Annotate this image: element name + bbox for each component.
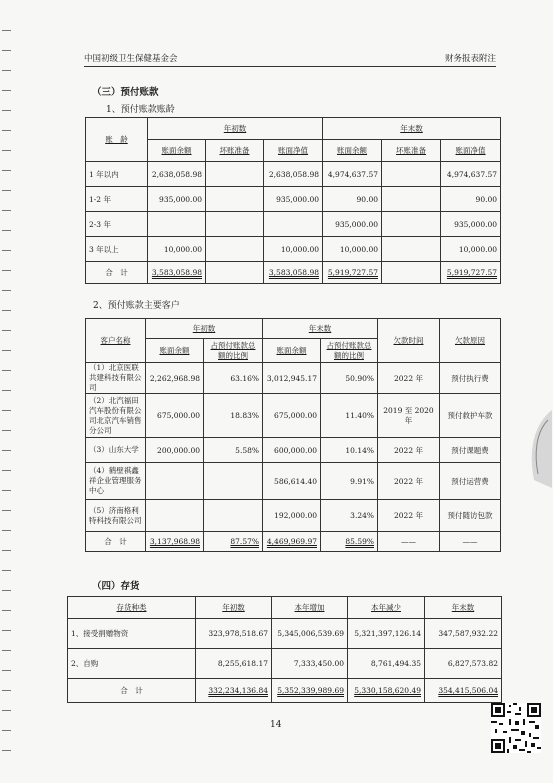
subsection-title-aging: 1、预付账款账龄 <box>106 105 175 115</box>
cell: 2,262,968.98 <box>146 363 204 394</box>
cell: 10,000.00 <box>441 237 501 262</box>
cell <box>382 262 441 284</box>
total-label: 合 计 <box>68 679 196 703</box>
cell: 5,352,339,989.69 <box>272 679 348 703</box>
col-age: 账 龄 <box>86 118 148 162</box>
cell: 5,345,006,539.69 <box>272 619 348 649</box>
col-header: 账面余额 <box>148 140 206 162</box>
cell: 935,000.00 <box>323 212 382 237</box>
cell <box>206 237 264 262</box>
cell: 90.00 <box>323 187 382 212</box>
cell: 347,587,932.22 <box>425 619 502 649</box>
cell: 10,000.00 <box>264 237 323 262</box>
cell: 2,638,058.98 <box>264 162 323 187</box>
cell <box>264 212 323 237</box>
cell: 5,919,727.57 <box>323 262 382 284</box>
client-name: （1）北京医联共建科技有限公司 <box>86 363 146 394</box>
col-header: 占预付账款总额的比例 <box>321 339 378 363</box>
cell <box>204 463 263 500</box>
table-row <box>86 500 501 532</box>
table-row <box>86 394 501 438</box>
cell <box>382 237 441 262</box>
header-org: 中国初级卫生保健基金会 <box>84 54 178 64</box>
cell: 935,000.00 <box>264 187 323 212</box>
col-header: 账面余额 <box>263 339 321 363</box>
col-header: 年末数 <box>425 597 502 619</box>
cell: —— <box>440 532 501 552</box>
col-header: 占预付账款总额的比例 <box>204 339 263 363</box>
cell: 2,638,058.98 <box>148 162 206 187</box>
cell: 3,137,968.98 <box>146 532 204 552</box>
cell: 预付执行费 <box>440 363 501 394</box>
cell: 50.90% <box>321 363 378 394</box>
cell <box>146 463 204 500</box>
cell: 63.16% <box>204 363 263 394</box>
cell: 3.24% <box>321 500 378 532</box>
cell: 8,761,494.35 <box>348 649 425 679</box>
client-name: （4）鹤壁祺鑫祥企业管理服务中心 <box>86 463 146 500</box>
cell: 85.59% <box>321 532 378 552</box>
cell: 3,583,058.98 <box>148 262 206 284</box>
cell: 10,000.00 <box>148 237 206 262</box>
client-name: （5）济南格利特科技有限公司 <box>86 500 146 532</box>
cell: 11.40% <box>321 394 378 438</box>
table-row <box>86 438 501 463</box>
cell: 935,000.00 <box>148 187 206 212</box>
col-client-name: 客户名称 <box>86 319 146 363</box>
qr-code <box>491 703 541 753</box>
cell: 5,321,397,126.14 <box>348 619 425 649</box>
cell: 600,000.00 <box>263 438 321 463</box>
cell: 预付运营费 <box>440 463 501 500</box>
table-row <box>86 162 501 187</box>
cell: 3,583,058.98 <box>264 262 323 284</box>
col-header: 账面净值 <box>441 140 501 162</box>
aging-table <box>85 117 501 284</box>
clients-table <box>85 318 501 552</box>
col-header: 坏账准备 <box>382 140 441 162</box>
cell <box>146 500 204 532</box>
cell: 预付课题费 <box>440 438 501 463</box>
cell: 2022 年 <box>378 363 440 394</box>
total-label: 合 计 <box>86 532 146 552</box>
table-row <box>86 237 501 262</box>
cell: 4,974,637.57 <box>441 162 501 187</box>
cell <box>204 500 263 532</box>
cell: 预付救护车款 <box>440 394 501 438</box>
cell: 2022 年 <box>378 463 440 500</box>
cell: 7,333,450.00 <box>272 649 348 679</box>
col-owing-reason: 欠款原因 <box>440 319 501 363</box>
col-header: 本年增加 <box>272 597 348 619</box>
cell: 2022 年 <box>378 500 440 532</box>
row-label: 3 年以上 <box>86 237 148 262</box>
client-name: （2）北汽福田汽车股份有限公司北京汽车销售分公司 <box>86 394 146 438</box>
row-label: 1-2 年 <box>86 187 148 212</box>
col-header: 账面净值 <box>264 140 323 162</box>
cell <box>148 212 206 237</box>
cell: 18.83% <box>204 394 263 438</box>
cell <box>206 162 264 187</box>
grp-begin: 年初数 <box>148 118 323 140</box>
table-row <box>68 619 502 649</box>
col-header: 年初数 <box>196 597 272 619</box>
cell: 90.00 <box>441 187 501 212</box>
row-label: 2、自购 <box>68 649 196 679</box>
cell: 586,614.40 <box>263 463 321 500</box>
cell: —— <box>378 532 440 552</box>
cell: 5,919,727.57 <box>441 262 501 284</box>
cell: 675,000.00 <box>146 394 204 438</box>
inventory-table <box>67 596 502 703</box>
table-row <box>68 649 502 679</box>
page-header <box>84 50 496 67</box>
cell: 6,827,573.82 <box>425 649 502 679</box>
table-row <box>86 212 501 237</box>
col-header: 坏账准备 <box>206 140 264 162</box>
cell: 332,234,136.84 <box>196 679 272 703</box>
binding-margin-marks <box>2 30 14 770</box>
cell: 935,000.00 <box>441 212 501 237</box>
grp-begin: 年初数 <box>146 319 263 339</box>
subsection-title-clients: 2、预付账款主要客户 <box>93 301 180 311</box>
section-title-inventory: （四）存货 <box>92 581 140 592</box>
cell: 9.91% <box>321 463 378 500</box>
section-title-prepayments: （三）预付账款 <box>92 87 159 98</box>
total-label: 合 计 <box>86 262 148 284</box>
seal-stamp-fragment <box>522 410 552 490</box>
col-header: 本年减少 <box>348 597 425 619</box>
client-name: （3）山东大学 <box>86 438 146 463</box>
row-label: 1、接受捐赠物资 <box>68 619 196 649</box>
grp-end: 年末数 <box>323 118 501 140</box>
cell <box>382 187 441 212</box>
cell: 354,415,506.04 <box>425 679 502 703</box>
cell: 87.57% <box>204 532 263 552</box>
cell: 8,255,618.17 <box>196 649 272 679</box>
table-row <box>86 187 501 212</box>
grp-end: 年末数 <box>263 319 378 339</box>
row-label: 1 年以内 <box>86 162 148 187</box>
cell: 3,012,945.17 <box>263 363 321 394</box>
col-header: 账面余额 <box>146 339 204 363</box>
header-doc-title: 财务报表附注 <box>444 54 496 64</box>
table-row <box>86 363 501 394</box>
cell <box>206 212 264 237</box>
cell: 2022 年 <box>378 438 440 463</box>
total-row <box>86 532 501 552</box>
cell <box>206 187 264 212</box>
cell <box>382 212 441 237</box>
col-owing-time: 欠款时间 <box>378 319 440 363</box>
total-row <box>68 679 502 703</box>
row-label: 2-3 年 <box>86 212 148 237</box>
cell: 4,974,637.57 <box>323 162 382 187</box>
cell <box>206 262 264 284</box>
cell: 675,000.00 <box>263 394 321 438</box>
cell: 2019 至 2020 年 <box>378 394 440 438</box>
table-row <box>86 463 501 500</box>
cell: 200,000.00 <box>146 438 204 463</box>
page-number: 14 <box>270 720 282 730</box>
cell: 5.58% <box>204 438 263 463</box>
cell <box>382 162 441 187</box>
cell: 4,469,969.97 <box>263 532 321 552</box>
col-header: 存货种类 <box>68 597 196 619</box>
col-header: 账面余额 <box>323 140 382 162</box>
cell: 预付随访包款 <box>440 500 501 532</box>
cell: 323,978,518.67 <box>196 619 272 649</box>
cell: 5,330,158,620.49 <box>348 679 425 703</box>
cell: 192,000.00 <box>263 500 321 532</box>
cell: 10,000.00 <box>323 237 382 262</box>
cell: 10.14% <box>321 438 378 463</box>
total-row <box>86 262 501 284</box>
